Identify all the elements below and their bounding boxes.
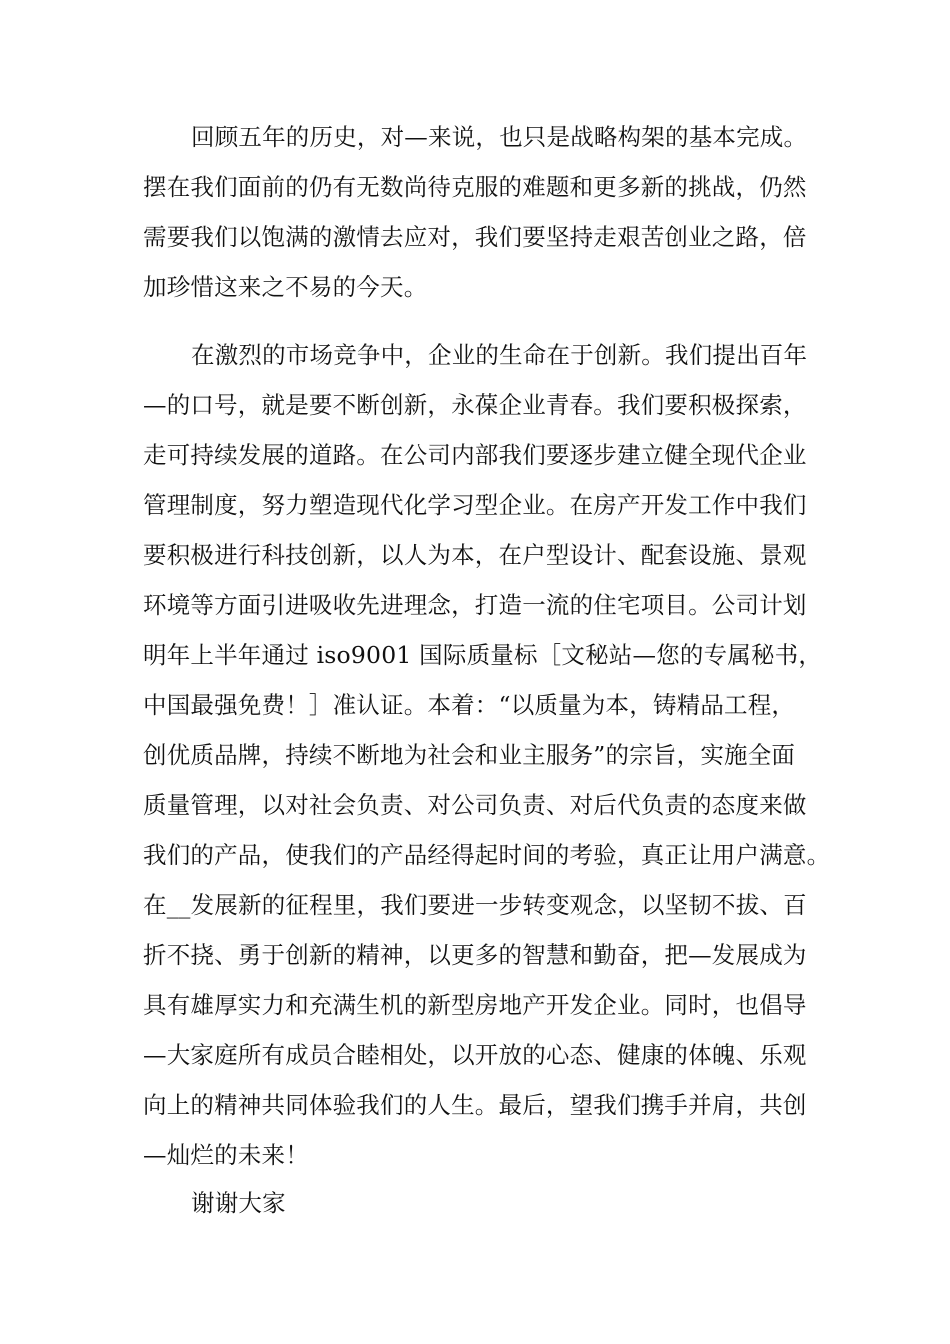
text-line: 折不挠、勇于创新的精神，以更多的智慧和勤奋，把—发展成为 <box>143 941 807 969</box>
text-line: 中国最强免费！］准认证。本着：“以质量为本，铸精品工程， <box>143 691 796 719</box>
text-line: 环境等方面引进吸收先进理念，打造一流的住宅项目。公司计划 <box>143 591 807 619</box>
text-line: 质量管理，以对社会负责、对公司负责、对后代负责的态度来做 <box>143 791 807 819</box>
text-line: 管理制度，努力塑造现代化学习型企业。在房产开发工作中我们 <box>143 491 807 519</box>
text-line: —灿烂的未来！ <box>143 1141 309 1169</box>
text-line: 要积极进行科技创新，以人为本，在户型设计、配套设施、景观 <box>143 541 807 569</box>
text-line: 需要我们以饱满的激情去应对，我们要坚持走艰苦创业之路，倍 <box>143 223 807 251</box>
text-line: 我们的产品，使我们的产品经得起时间的考验，真正让用户满意。 <box>143 841 831 869</box>
text-line: 具有雄厚实力和充满生机的新型房地产开发企业。同时，也倡导 <box>143 991 807 1019</box>
closing-remark: 谢谢大家 <box>191 1189 286 1217</box>
text-line: 走可持续发展的道路。在公司内部我们要逐步建立健全现代企业 <box>143 441 807 469</box>
text-line: 创优质品牌，持续不断地为社会和业主服务”的宗旨，实施全面 <box>143 741 796 769</box>
text-line: 加珍惜这来之不易的今天。 <box>143 273 428 301</box>
text-line: 在__发展新的征程里，我们要进一步转变观念，以坚韧不拔、百 <box>143 891 807 919</box>
text-line: —的口号，就是要不断创新，永葆企业青春。我们要积极探索， <box>143 391 807 419</box>
text-line: 摆在我们面前的仍有无数尚待克服的难题和更多新的挑战，仍然 <box>143 173 807 201</box>
text-line: 回顾五年的历史，对—来说，也只是战略构架的基本完成。 <box>191 123 808 151</box>
text-line: 向上的精神共同体验我们的人生。最后，望我们携手并肩，共创 <box>143 1091 807 1119</box>
text-line: 在激烈的市场竞争中，企业的生命在于创新。我们提出百年 <box>191 341 808 369</box>
text-line: —大家庭所有成员合睦相处，以开放的心态、健康的体魄、乐观 <box>143 1041 807 1069</box>
text-line: 明年上半年通过 iso9001 国际质量标［文秘站—您的专属秘书， <box>143 641 823 669</box>
